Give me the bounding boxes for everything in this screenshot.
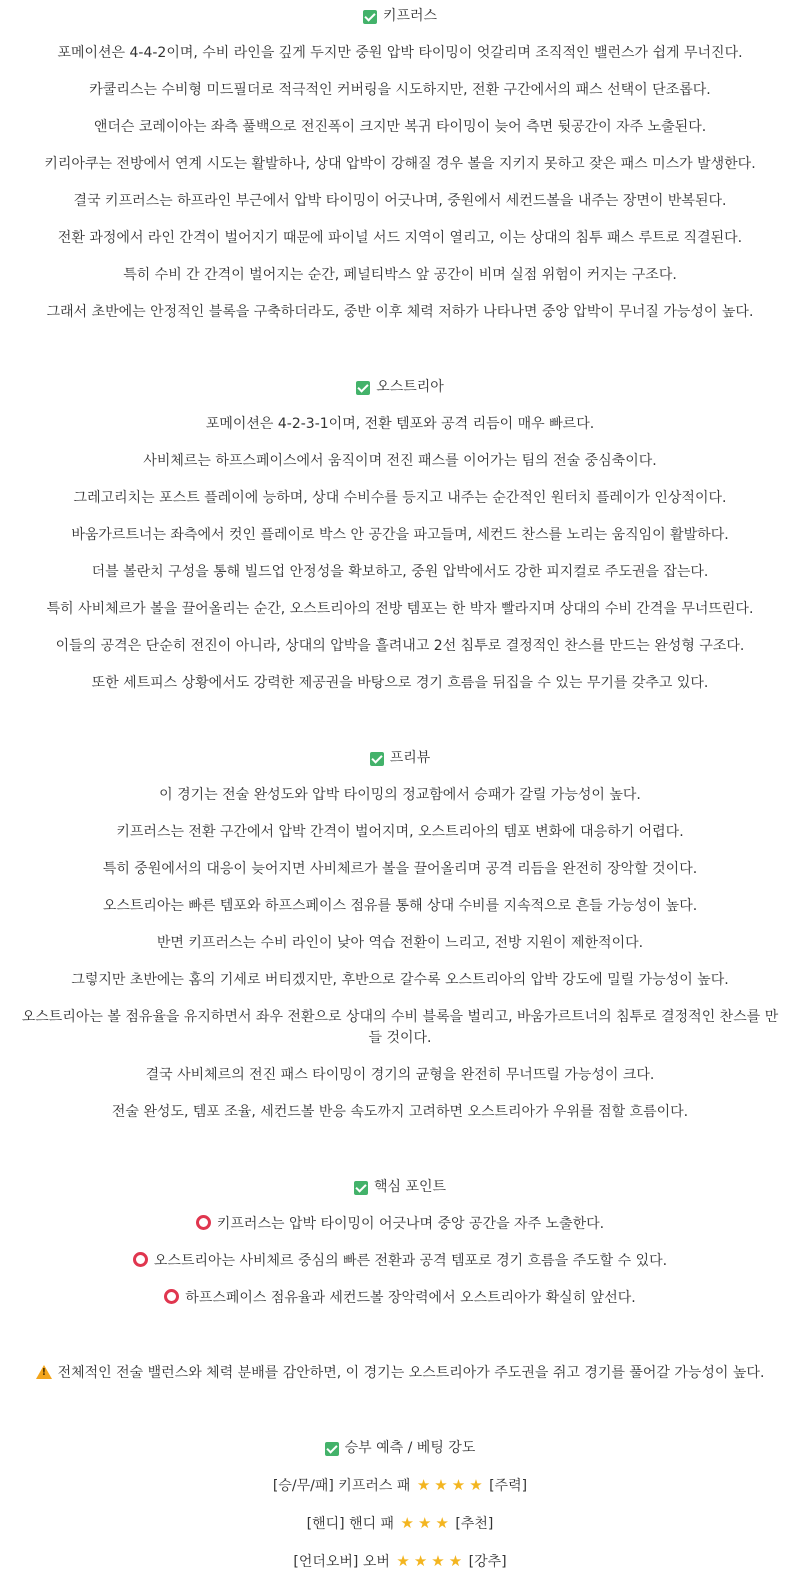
red-circle-icon [196, 1215, 211, 1230]
key-point-text: 하프스페이스 점유율과 세컨드볼 장악력에서 오스트리아가 확실히 앞선다. [185, 1290, 636, 1306]
preview-line: 그렇지만 초반에는 홈의 기세로 버티겠지만, 후반으로 갈수록 오스트리아의 압박 강도에 밀릴 가능성이 높다. [71, 972, 729, 988]
key-point-item [12, 1288, 788, 1309]
bet-tag: [강추] [468, 1554, 507, 1570]
preview-line: 전술 완성도, 템포 조율, 세컨드볼 반응 속도까지 고려하면 오스트리아가 우위를 점할 흐름이다. [111, 1104, 689, 1120]
star-rating [415, 1478, 485, 1494]
bet-row [12, 1513, 788, 1535]
warning-note [12, 1363, 788, 1384]
austria-line: 그레고리치는 포스트 플레이에 능하며, 상대 수비수를 등지고 내주는 순간적인 원터치 플레이가 인상적이다. [73, 490, 727, 506]
bet-label: [언더오버] 오버 [293, 1554, 390, 1570]
section-heading-austria [12, 377, 788, 398]
austria-line: 이들의 공격은 단순히 전진이 아니라, 상대의 압박을 흘려내고 2선 침투로 결정적인 찬스를 만드는 완성형 구조다. [55, 638, 745, 654]
star-icon: ★ [451, 1476, 466, 1494]
cyprus-line: 그래서 초반에는 안정적인 블록을 구축하더라도, 중반 이후 체력 저하가 나타나면 중앙 압박이 무너질 가능성이 높다. [46, 304, 754, 320]
austria-line: 또한 세트피스 상황에서도 강력한 제공권을 바탕으로 경기 흐름을 뒤집을 수 있는 무기를 갖추고 있다. [91, 675, 709, 691]
star-rating [394, 1554, 464, 1570]
cyprus-line: 전환 과정에서 라인 간격이 벌어지기 때문에 파이널 서드 지역이 열리고, 이는 상대의 침투 패스 루트로 직결된다. [57, 230, 743, 246]
preview-line: 키프러스는 전환 구간에서 압박 간격이 벌어지며, 오스트리아의 템포 변화에 대응하기 어렵다. [116, 824, 684, 840]
star-icon: ★ [400, 1514, 414, 1532]
check-box-icon [354, 1181, 368, 1195]
key-point-text: 키프러스는 압박 타이밍이 어긋나며 중앙 공간을 자주 노출한다. [216, 1216, 605, 1232]
section-heading-key-points [12, 1177, 788, 1198]
section-title: 핵심 포인트 [373, 1179, 447, 1195]
bet-label: [승/무/패] 키프러스 패 [272, 1478, 411, 1494]
preview-line: 특히 중원에서의 대응이 늦어지면 사비체르가 볼을 끌어올리며 공격 리듬을 완전히 장악할 것이다. [102, 861, 698, 877]
preview-line: 오스트리아는 빠른 템포와 하프스페이스 점유를 통해 상대 수비를 지속적으로 흔들 가능성이 높다. [102, 898, 698, 914]
austria-line: 포메이션은 4-2-3-1이며, 전환 템포와 공격 리듬이 매우 빠르다. [205, 416, 595, 432]
section-heading-preview [12, 748, 788, 769]
austria-line: 바움가르트너는 좌측에서 컷인 플레이로 박스 안 공간을 파고들며, 세컨드 찬스를 노리는 움직임이 활발하다. [71, 527, 729, 543]
section-title: 오스트리아 [376, 379, 444, 395]
bet-tag: [추천] [455, 1516, 494, 1532]
cyprus-line: 카쿨리스는 수비형 미드필더로 적극적인 커버링을 시도하지만, 전환 구간에서의 패스 선택이 단조롭다. [89, 82, 711, 98]
bet-label: [핸디] 핸디 패 [306, 1516, 395, 1532]
preview-line: 결국 사비체르의 전진 패스 타이밍이 경기의 균형을 완전히 무너뜨릴 가능성이 크다. [145, 1067, 655, 1083]
check-box-icon [356, 381, 370, 395]
star-icon: ★ [413, 1552, 428, 1570]
warning-text: 전체적인 전술 밸런스와 체력 분배를 감안하면, 이 경기는 오스트리아가 주도권을 쥐고 경기를 풀어갈 가능성이 높다. [57, 1365, 765, 1381]
cyprus-line: 포메이션은 4-4-2이며, 수비 라인을 깊게 두지만 중원 압박 타이밍이 엇갈리며 조직적인 밸런스가 쉽게 무너진다. [57, 45, 743, 61]
star-icon: ★ [434, 1476, 448, 1494]
warning-icon [36, 1365, 52, 1379]
preview-line: 오스트리아는 볼 점유율을 유지하면서 좌우 전환으로 상대의 수비 블록을 벌리고, 바움가르트너의 침투로 결정적인 찬스를 만들 것이다. [21, 1009, 779, 1046]
cyprus-line: 앤더슨 코레이아는 좌측 풀백으로 전진폭이 크지만 복귀 타이밍이 늦어 측면 뒷공간이 자주 노출된다. [93, 119, 707, 135]
check-box-icon [325, 1442, 339, 1456]
key-point-text: 오스트리아는 사비체르 중심의 빠른 전환과 공격 템포로 경기 흐름을 주도할 수 있다. [153, 1253, 668, 1269]
cyprus-line: 결국 키프러스는 하프라인 부근에서 압박 타이밍이 어긋나며, 중원에서 세컨드볼을 내주는 장면이 반복된다. [73, 193, 727, 209]
star-icon: ★ [448, 1552, 463, 1570]
section-heading-prediction [12, 1438, 788, 1459]
austria-line: 사비체르는 하프스페이스에서 움직이며 전진 패스를 이어가는 팀의 전술 중심축이다. [143, 453, 657, 469]
section-title: 프리뷰 [389, 750, 431, 766]
austria-line: 특히 사비체르가 볼을 끌어올리는 순간, 오스트리아의 전방 템포는 한 박자 빨라지며 상대의 수비 간격을 무너뜨린다. [46, 601, 754, 617]
check-box-icon [363, 10, 377, 24]
star-icon: ★ [435, 1514, 449, 1532]
star-icon: ★ [418, 1514, 432, 1532]
star-rating [399, 1516, 451, 1532]
check-box-icon [370, 752, 384, 766]
star-icon: ★ [469, 1476, 483, 1494]
section-title: 키프러스 [382, 8, 438, 24]
cyprus-line: 특히 수비 간 간격이 벌어지는 순간, 페널티박스 앞 공간이 비며 실점 위험이 커지는 구조다. [123, 267, 677, 283]
preview-line: 이 경기는 전술 완성도와 압박 타이밍의 정교함에서 승패가 갈릴 가능성이 높다. [159, 787, 641, 803]
section-title: 승부 예측 / 베팅 강도 [344, 1440, 476, 1456]
preview-line: 반면 키프러스는 수비 라인이 낮아 역습 전환이 느리고, 전방 지원이 제한적이다. [156, 935, 644, 951]
key-point-item [12, 1214, 788, 1235]
section-heading-cyprus [12, 6, 788, 27]
bet-row [12, 1551, 788, 1573]
star-icon: ★ [431, 1552, 445, 1570]
bet-tag: [주력] [489, 1478, 528, 1494]
red-circle-icon [133, 1252, 148, 1267]
red-circle-icon [164, 1289, 179, 1304]
star-icon: ★ [416, 1476, 431, 1494]
bet-row [12, 1475, 788, 1497]
star-icon: ★ [396, 1552, 410, 1570]
key-point-item [12, 1251, 788, 1272]
cyprus-line: 키리아쿠는 전방에서 연계 시도는 활발하나, 상대 압박이 강해질 경우 볼을 지키지 못하고 잦은 패스 미스가 발생한다. [44, 156, 756, 172]
austria-line: 더블 볼란치 구성을 통해 빌드업 안정성을 확보하고, 중원 압박에서도 강한 피지컬로 주도권을 잡는다. [91, 564, 709, 580]
